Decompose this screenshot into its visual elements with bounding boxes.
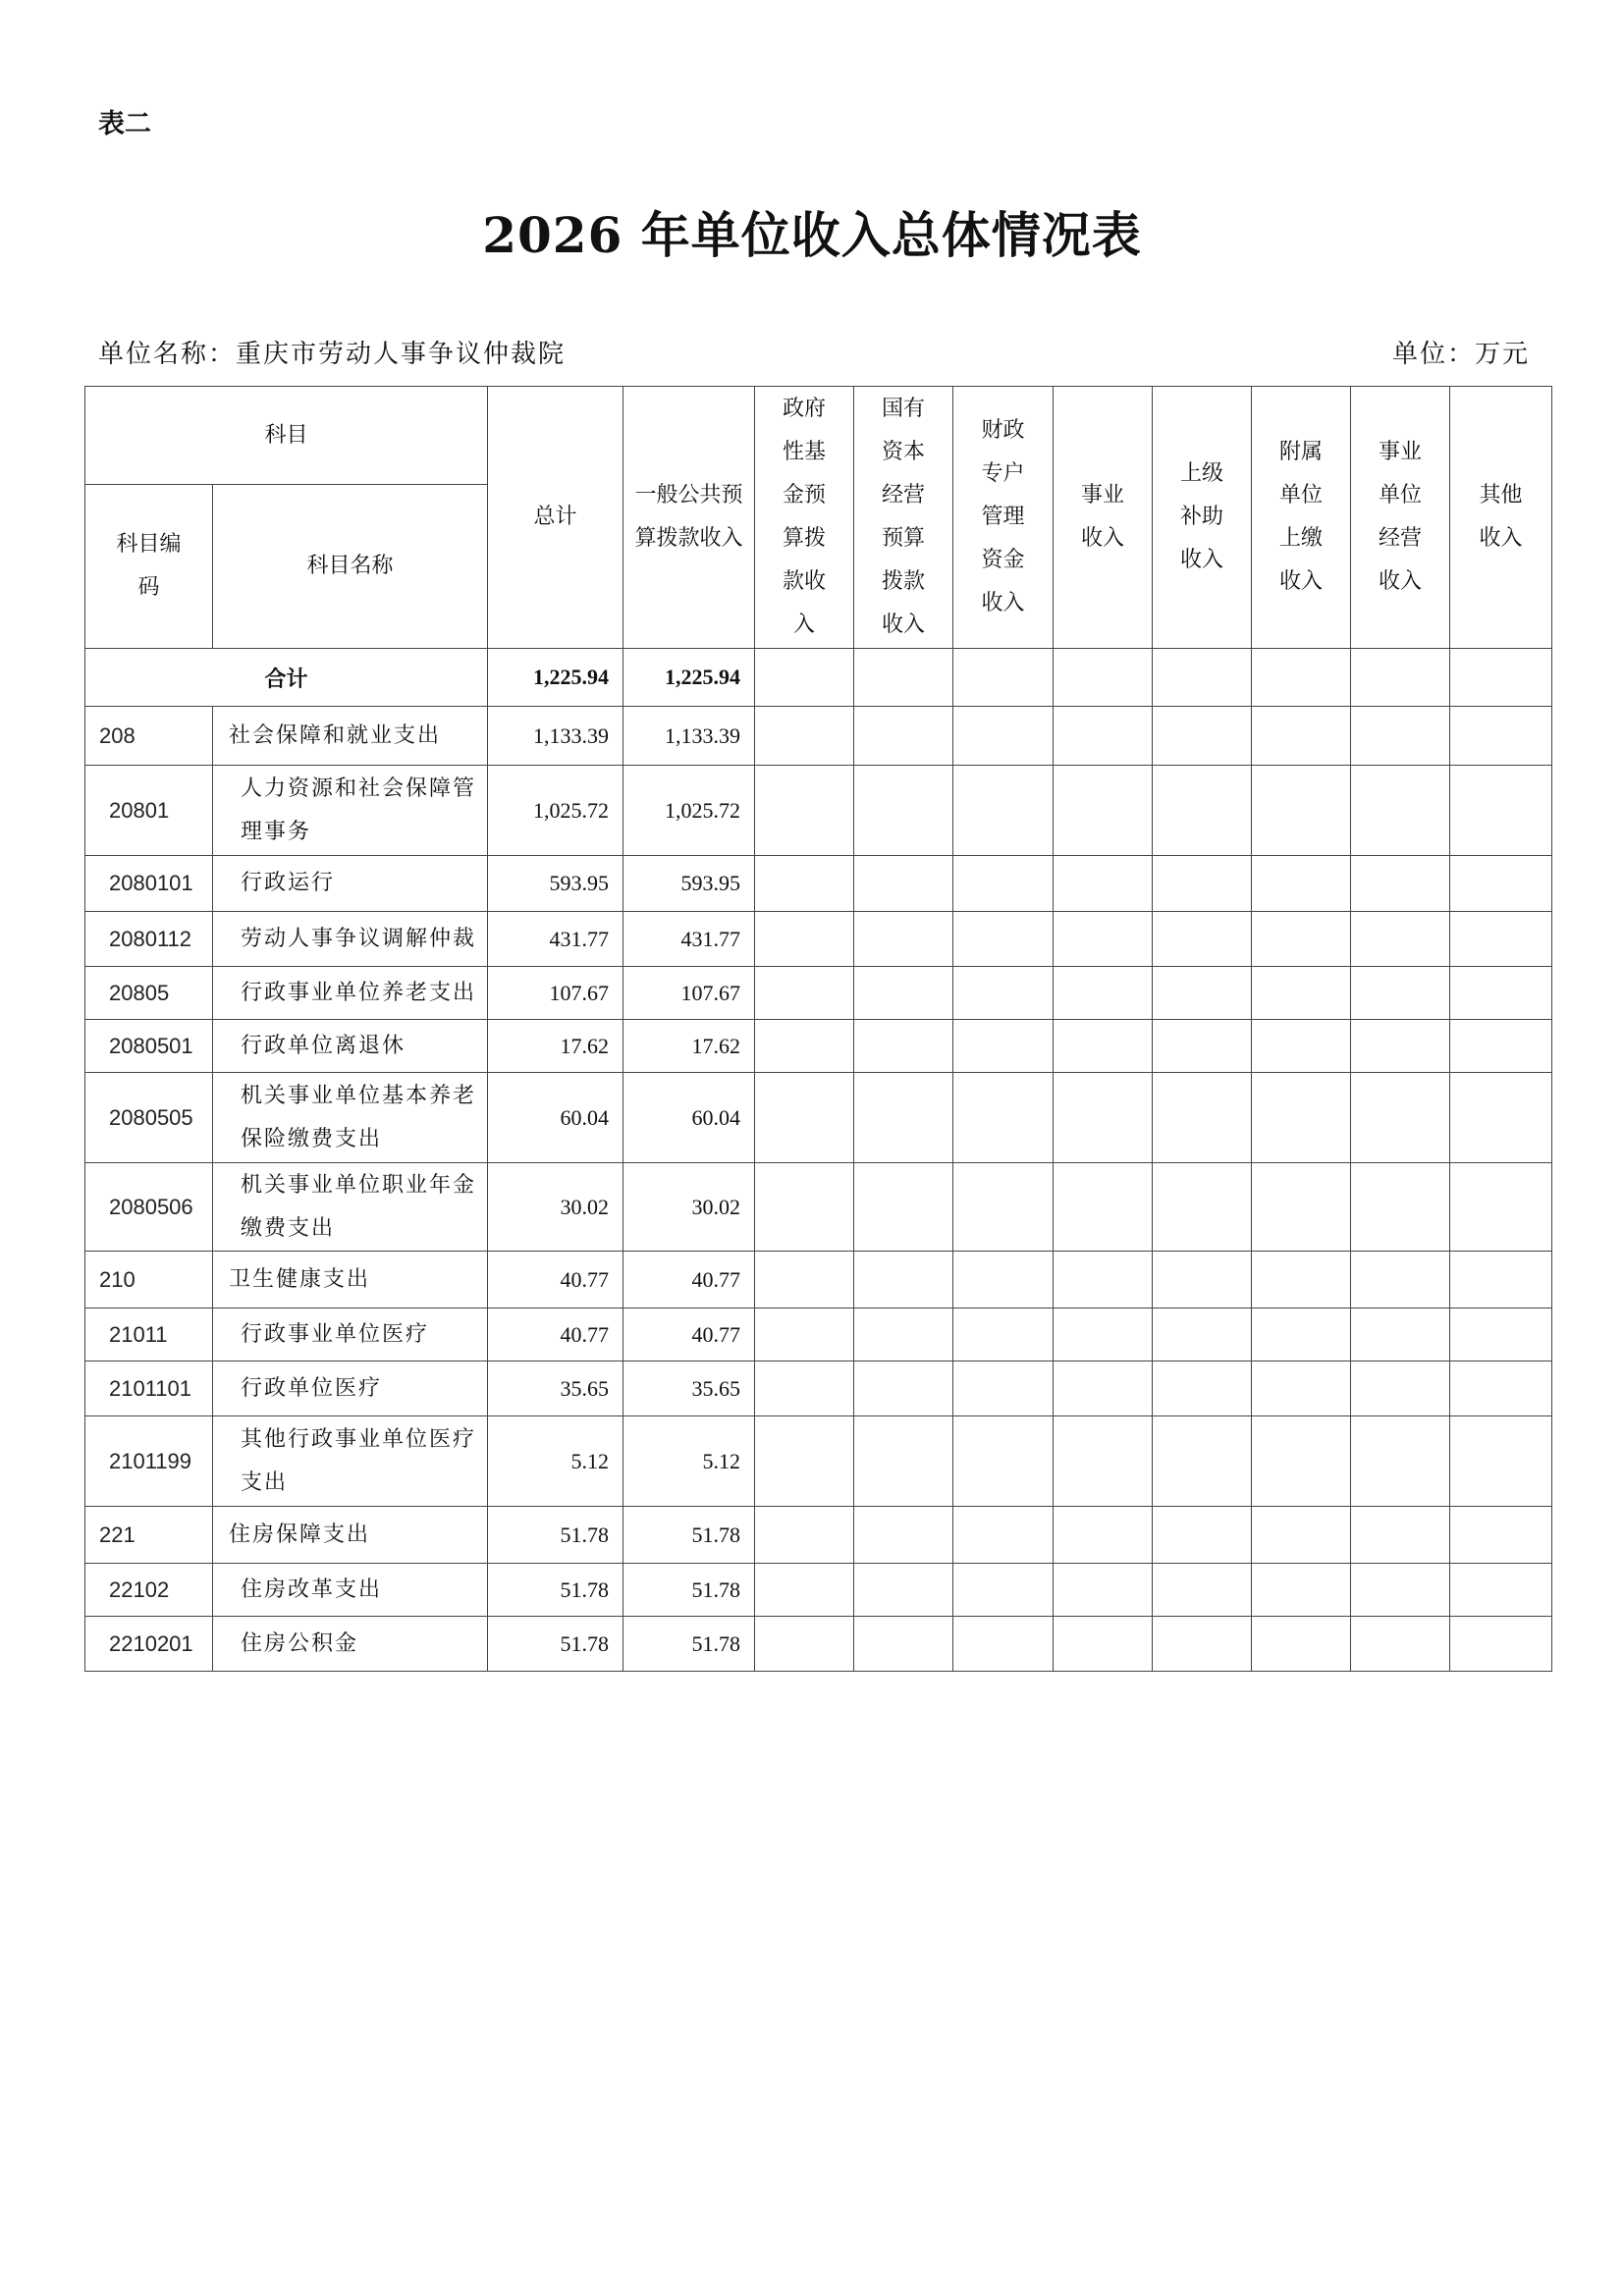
general-budget-cell: 60.04 [623,1073,755,1163]
general-budget-cell: 40.77 [623,1252,755,1308]
empty-cell [1351,1507,1450,1564]
empty-cell [953,1564,1054,1617]
empty-cell [1252,766,1351,856]
subject-name-cell: 机关事业单位基本养老保险缴费支出 [213,1073,488,1163]
empty-cell [1252,1020,1351,1073]
empty-cell [1252,649,1351,707]
empty-cell [1351,1020,1450,1073]
empty-cell [953,1416,1054,1507]
empty-cell [1153,1308,1252,1362]
total-cell: 1,025.72 [488,766,623,856]
empty-cell [854,766,953,856]
subject-code-cell: 208 [85,707,213,766]
empty-cell [854,1308,953,1362]
subject-code-cell: 21011 [85,1308,213,1362]
header-general-budget: 一般公共预算拨款收入 [623,387,755,649]
empty-cell [953,1507,1054,1564]
empty-cell [953,1362,1054,1416]
subject-name-cell: 行政运行 [213,856,488,912]
empty-cell [1153,1362,1252,1416]
income-table [84,386,1552,1672]
empty-cell [1252,912,1351,967]
table-row [85,856,1552,912]
empty-cell [854,1073,953,1163]
empty-cell [953,649,1054,707]
general-budget-cell: 51.78 [623,1564,755,1617]
general-budget-cell: 35.65 [623,1362,755,1416]
empty-cell [1252,967,1351,1020]
table-row [85,1020,1552,1073]
empty-cell [1450,1020,1552,1073]
empty-cell [1054,1020,1153,1073]
empty-cell [1450,1617,1552,1672]
empty-cell [1351,1416,1450,1507]
empty-cell [1054,649,1153,707]
empty-cell [953,1252,1054,1308]
empty-cell [1450,1163,1552,1252]
subject-code-cell: 2080501 [85,1020,213,1073]
empty-cell [1252,856,1351,912]
total-cell: 107.67 [488,967,623,1020]
empty-cell [755,912,854,967]
total-cell: 51.78 [488,1617,623,1672]
empty-cell [854,1416,953,1507]
table-row [85,912,1552,967]
empty-cell [1153,1073,1252,1163]
empty-cell [755,1073,854,1163]
total-cell: 51.78 [488,1507,623,1564]
subject-name-cell: 人力资源和社会保障管理事务 [213,766,488,856]
subject-code-cell: 2210201 [85,1617,213,1672]
general-budget-cell: 17.62 [623,1020,755,1073]
empty-cell [1351,1362,1450,1416]
total-cell: 593.95 [488,856,623,912]
table-row [85,1507,1552,1564]
table-row [85,1073,1552,1163]
table-row [85,766,1552,856]
empty-cell [1054,1252,1153,1308]
subject-name-cell: 住房改革支出 [213,1564,488,1617]
empty-cell [854,707,953,766]
empty-cell [1153,1507,1252,1564]
empty-cell [854,1020,953,1073]
subject-name-cell: 行政单位离退休 [213,1020,488,1073]
subject-name-cell: 劳动人事争议调解仲裁 [213,912,488,967]
empty-cell [854,1252,953,1308]
total-cell: 60.04 [488,1073,623,1163]
empty-cell [1153,856,1252,912]
total-general: 1,225.94 [623,649,755,707]
empty-cell [1450,1308,1552,1362]
empty-cell [1351,912,1450,967]
header-business-income: 事业收入 [1054,387,1153,649]
empty-cell [1054,1416,1153,1507]
general-budget-cell: 107.67 [623,967,755,1020]
unit-name: 单位名称：重庆市劳动人事争议仲裁院 [98,340,567,369]
empty-cell [953,1020,1054,1073]
empty-cell [1054,1073,1153,1163]
header-subject: 科目 [85,387,488,485]
empty-cell [1153,1020,1252,1073]
empty-cell [1054,1564,1153,1617]
empty-cell [1054,707,1153,766]
table-row [85,1362,1552,1416]
total-label: 合计 [85,649,488,707]
empty-cell [1252,1073,1351,1163]
header-total: 总计 [488,387,623,649]
empty-cell [1450,1564,1552,1617]
empty-cell [1153,1252,1252,1308]
general-budget-cell: 51.78 [623,1617,755,1672]
empty-cell [755,1362,854,1416]
empty-cell [1054,766,1153,856]
empty-cell [1252,1362,1351,1416]
empty-cell [1450,1416,1552,1507]
empty-cell [755,766,854,856]
empty-cell [1153,967,1252,1020]
empty-cell [1153,1163,1252,1252]
total-cell: 1,133.39 [488,707,623,766]
unit-label: 单位：万元 [1391,340,1530,369]
table-row [85,1564,1552,1617]
empty-cell [1252,1507,1351,1564]
header-business-operation: 事业单位经营收入 [1351,387,1450,649]
subject-code-cell: 20801 [85,766,213,856]
empty-cell [1054,1362,1153,1416]
empty-cell [953,1073,1054,1163]
empty-cell [854,856,953,912]
total-cell: 35.65 [488,1362,623,1416]
subject-name-cell: 行政事业单位养老支出 [213,967,488,1020]
empty-cell [1054,856,1153,912]
empty-cell [1450,649,1552,707]
empty-cell [953,766,1054,856]
general-budget-cell: 593.95 [623,856,755,912]
empty-cell [1252,1163,1351,1252]
empty-cell [755,649,854,707]
empty-cell [953,967,1054,1020]
subject-name-cell: 行政事业单位医疗 [213,1308,488,1362]
subject-name-cell: 社会保障和就业支出 [213,707,488,766]
header-affiliated-income: 附属单位上缴收入 [1252,387,1351,649]
header-state-capital: 国有资本经营预算拨款收入 [854,387,953,649]
header-other-income: 其他收入 [1450,387,1552,649]
empty-cell [755,1163,854,1252]
empty-cell [755,1416,854,1507]
empty-cell [1054,1617,1153,1672]
total-row [85,649,1552,707]
empty-cell [755,1020,854,1073]
empty-cell [1450,967,1552,1020]
empty-cell [1450,707,1552,766]
general-budget-cell: 5.12 [623,1416,755,1507]
empty-cell [1054,1163,1153,1252]
header-subject-name: 科目名称 [213,485,488,649]
total-sum: 1,225.94 [488,649,623,707]
empty-cell [854,1564,953,1617]
empty-cell [1450,1252,1552,1308]
empty-cell [1351,1308,1450,1362]
header-row-1 [85,387,1552,485]
total-cell: 30.02 [488,1163,623,1252]
table-row [85,707,1552,766]
subject-code-cell: 2101199 [85,1416,213,1507]
empty-cell [953,1308,1054,1362]
general-budget-cell: 40.77 [623,1308,755,1362]
empty-cell [1153,766,1252,856]
empty-cell [755,967,854,1020]
empty-cell [1351,856,1450,912]
general-budget-cell: 30.02 [623,1163,755,1252]
subject-code-cell: 2101101 [85,1362,213,1416]
total-cell: 51.78 [488,1564,623,1617]
empty-cell [1351,1163,1450,1252]
subject-name-cell: 机关事业单位职业年金缴费支出 [213,1163,488,1252]
empty-cell [1252,1617,1351,1672]
empty-cell [1252,1416,1351,1507]
empty-cell [854,912,953,967]
empty-cell [755,856,854,912]
empty-cell [1450,766,1552,856]
header-gov-fund: 政府性基金预算拨款收入 [755,387,854,649]
empty-cell [854,649,953,707]
empty-cell [953,912,1054,967]
total-cell: 431.77 [488,912,623,967]
empty-cell [1153,707,1252,766]
total-cell: 40.77 [488,1252,623,1308]
empty-cell [1054,1507,1153,1564]
table-label: 表二 [98,109,151,139]
data-rows [85,707,1552,1672]
empty-cell [1153,1416,1252,1507]
empty-cell [1351,707,1450,766]
empty-cell [755,1564,854,1617]
empty-cell [1351,1617,1450,1672]
subject-name-cell: 卫生健康支出 [213,1252,488,1308]
table-row [85,967,1552,1020]
subject-code-cell: 2080506 [85,1163,213,1252]
empty-cell [854,1617,953,1672]
empty-cell [1054,912,1153,967]
empty-cell [1450,1507,1552,1564]
empty-cell [1252,1308,1351,1362]
page-title: 2026 年单位收入总体情况表 [482,206,1142,264]
empty-cell [1351,1073,1450,1163]
subject-code-cell: 2080505 [85,1073,213,1163]
header-fiscal-special: 财政专户管理资金收入 [953,387,1054,649]
empty-cell [1450,1362,1552,1416]
empty-cell [953,1617,1054,1672]
empty-cell [1351,967,1450,1020]
empty-cell [854,1507,953,1564]
subject-code-cell: 2080112 [85,912,213,967]
empty-cell [1054,967,1153,1020]
header-superior-subsidy: 上级补助收入 [1153,387,1252,649]
empty-cell [1153,1564,1252,1617]
table-row [85,1252,1552,1308]
subject-code-cell: 210 [85,1252,213,1308]
empty-cell [755,707,854,766]
table-row [85,1163,1552,1252]
empty-cell [1252,707,1351,766]
total-cell: 40.77 [488,1308,623,1362]
empty-cell [1351,1252,1450,1308]
empty-cell [1450,1073,1552,1163]
empty-cell [953,707,1054,766]
table-row [85,1617,1552,1672]
subject-code-cell: 22102 [85,1564,213,1617]
empty-cell [1153,912,1252,967]
empty-cell [854,1163,953,1252]
empty-cell [1054,1308,1153,1362]
table-row [85,1416,1552,1507]
general-budget-cell: 1,133.39 [623,707,755,766]
empty-cell [1450,912,1552,967]
empty-cell [755,1252,854,1308]
empty-cell [1450,856,1552,912]
empty-cell [1351,1564,1450,1617]
subject-code-cell: 2080101 [85,856,213,912]
empty-cell [1153,649,1252,707]
subject-name-cell: 其他行政事业单位医疗支出 [213,1416,488,1507]
total-cell: 5.12 [488,1416,623,1507]
empty-cell [1252,1252,1351,1308]
general-budget-cell: 1,025.72 [623,766,755,856]
header-subject-code: 科目编码 [85,485,213,649]
subject-name-cell: 住房保障支出 [213,1507,488,1564]
subject-name-cell: 行政单位医疗 [213,1362,488,1416]
empty-cell [1351,649,1450,707]
empty-cell [1153,1617,1252,1672]
empty-cell [854,967,953,1020]
subject-name-cell: 住房公积金 [213,1617,488,1672]
empty-cell [953,856,1054,912]
total-cell: 17.62 [488,1020,623,1073]
empty-cell [1351,766,1450,856]
empty-cell [755,1507,854,1564]
empty-cell [755,1308,854,1362]
subject-code-cell: 221 [85,1507,213,1564]
empty-cell [755,1617,854,1672]
subject-code-cell: 20805 [85,967,213,1020]
empty-cell [854,1362,953,1416]
general-budget-cell: 51.78 [623,1507,755,1564]
table-row [85,1308,1552,1362]
general-budget-cell: 431.77 [623,912,755,967]
empty-cell [1252,1564,1351,1617]
empty-cell [953,1163,1054,1252]
